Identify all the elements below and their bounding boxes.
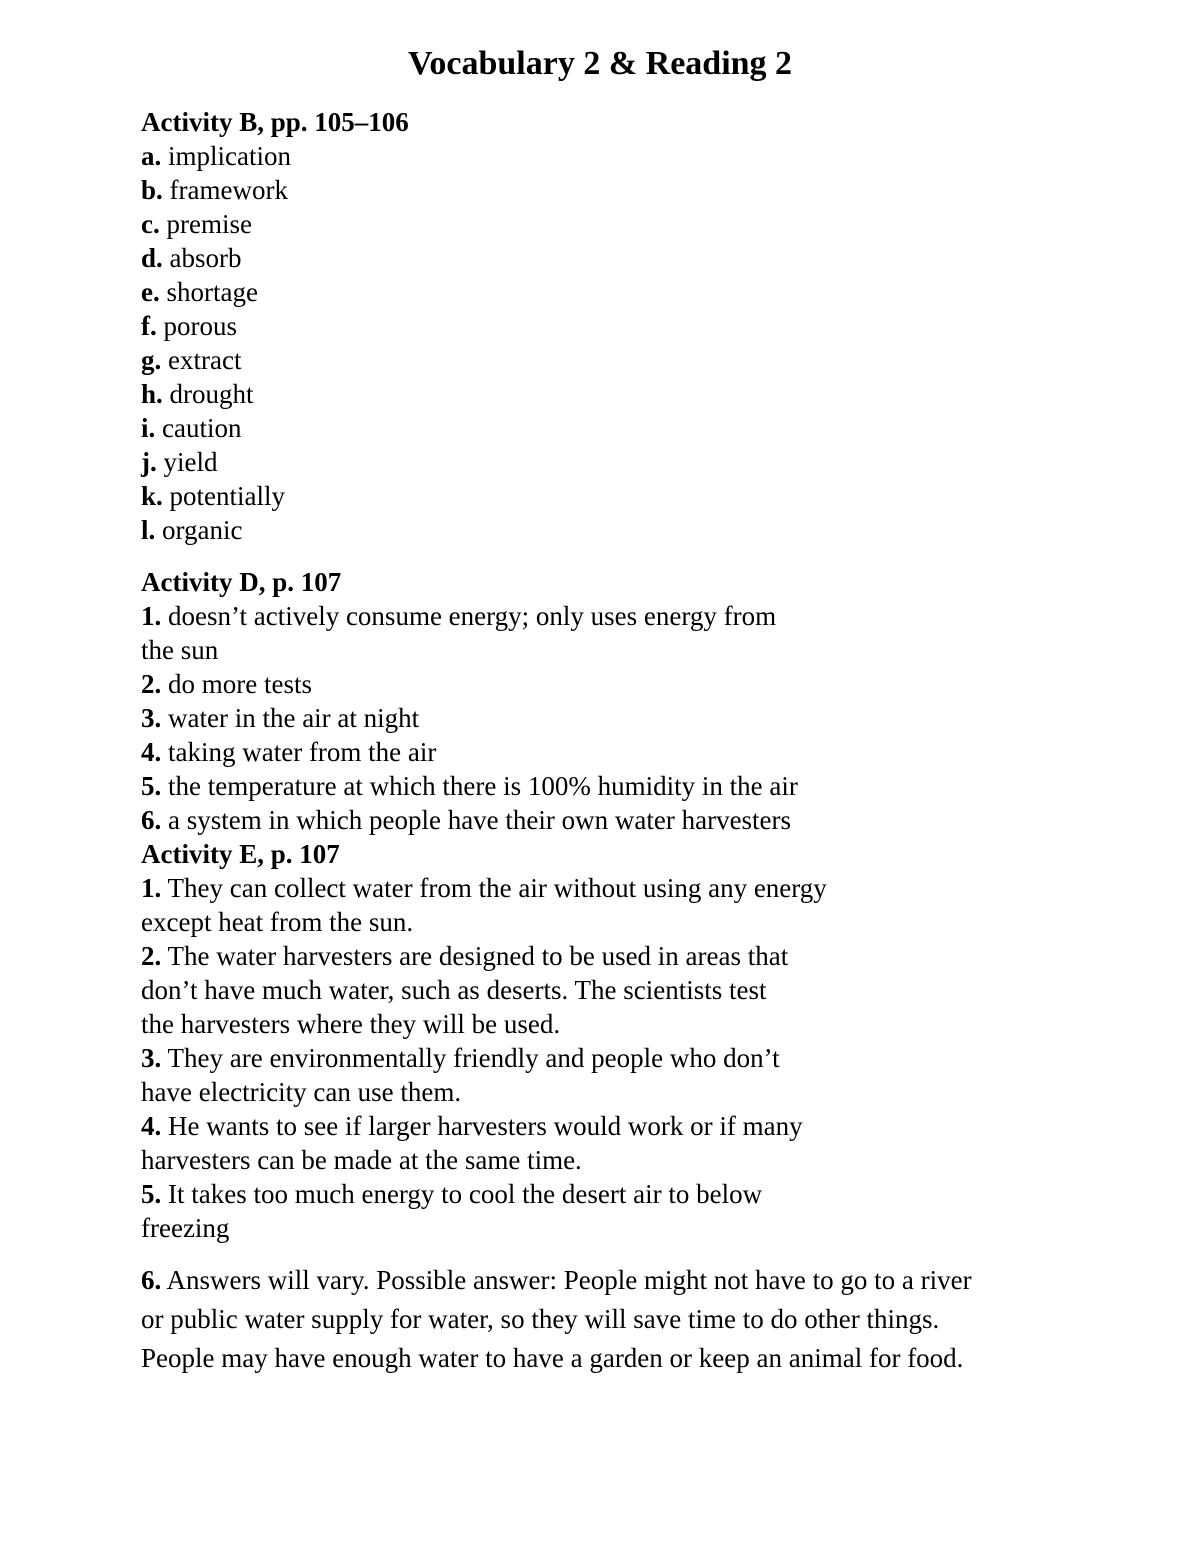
list-item: d. absorb — [141, 243, 242, 273]
list-item-continuation: the sun — [141, 635, 219, 665]
list-item: 2. do more tests — [141, 669, 312, 699]
list-item: e. shortage — [141, 277, 258, 307]
list-item-continuation: freezing — [141, 1213, 230, 1243]
list-item: b. framework — [141, 175, 288, 205]
list-item: 5. the temperature at which there is 100% humidity in the air — [141, 771, 798, 801]
list-item: k. potentially — [141, 481, 286, 511]
list-item: 6. Answers will vary. Possible answer: People might not have to go to a river — [141, 1265, 972, 1295]
list-item-continuation: the harvesters where they will be used. — [141, 1009, 561, 1039]
list-item: 3. They are environmentally friendly and people who don’t — [141, 1043, 780, 1073]
list-item-continuation: have electricity can use them. — [141, 1077, 462, 1107]
activity-d-section — [141, 565, 1101, 1245]
activity-d-heading: Activity D, p. 107 — [141, 567, 342, 597]
list-item: 3. water in the air at night — [141, 703, 420, 733]
list-item-continuation: harvesters can be made at the same time. — [141, 1145, 582, 1175]
list-item: i. caution — [141, 413, 242, 443]
activity-e-heading: Activity E, p. 107 — [141, 839, 340, 869]
activity-b-heading: Activity B, pp. 105–106 — [141, 107, 409, 137]
list-item: j. yield — [141, 447, 218, 477]
list-item-continuation: or public water supply for water, so they will save time to do other things. — [141, 1304, 940, 1334]
list-item-continuation: don’t have much water, such as deserts. The scientists test — [141, 975, 767, 1005]
list-item: 4. He wants to see if larger harvesters would work or if many — [141, 1111, 803, 1141]
list-item: g. extract — [141, 345, 242, 375]
activity-b-section — [141, 105, 1101, 547]
list-item: 5. It takes too much energy to cool the desert air to below — [141, 1179, 763, 1209]
list-item-continuation: except heat from the sun. — [141, 907, 414, 937]
page-title: Vocabulary 2 & Reading 2 — [407, 45, 793, 82]
list-item: l. organic — [141, 515, 243, 545]
list-item: 6. a system in which people have their own water harvesters — [141, 805, 792, 835]
list-item: c. premise — [141, 209, 252, 239]
list-item: 1. doesn’t actively consume energy; only uses energy from — [141, 601, 777, 631]
list-item-continuation: People may have enough water to have a garden or keep an animal for food. — [141, 1343, 964, 1373]
list-item: 4. taking water from the air — [141, 737, 437, 767]
list-item: 2. The water harvesters are designed to be used in areas that — [141, 941, 789, 971]
activity-e-item-6 — [141, 1261, 1141, 1378]
list-item: f. porous — [141, 311, 237, 341]
list-item: 1. They can collect water from the air without using any energy — [141, 873, 827, 903]
list-item: h. drought — [141, 379, 254, 409]
list-item: a. implication — [141, 141, 291, 171]
